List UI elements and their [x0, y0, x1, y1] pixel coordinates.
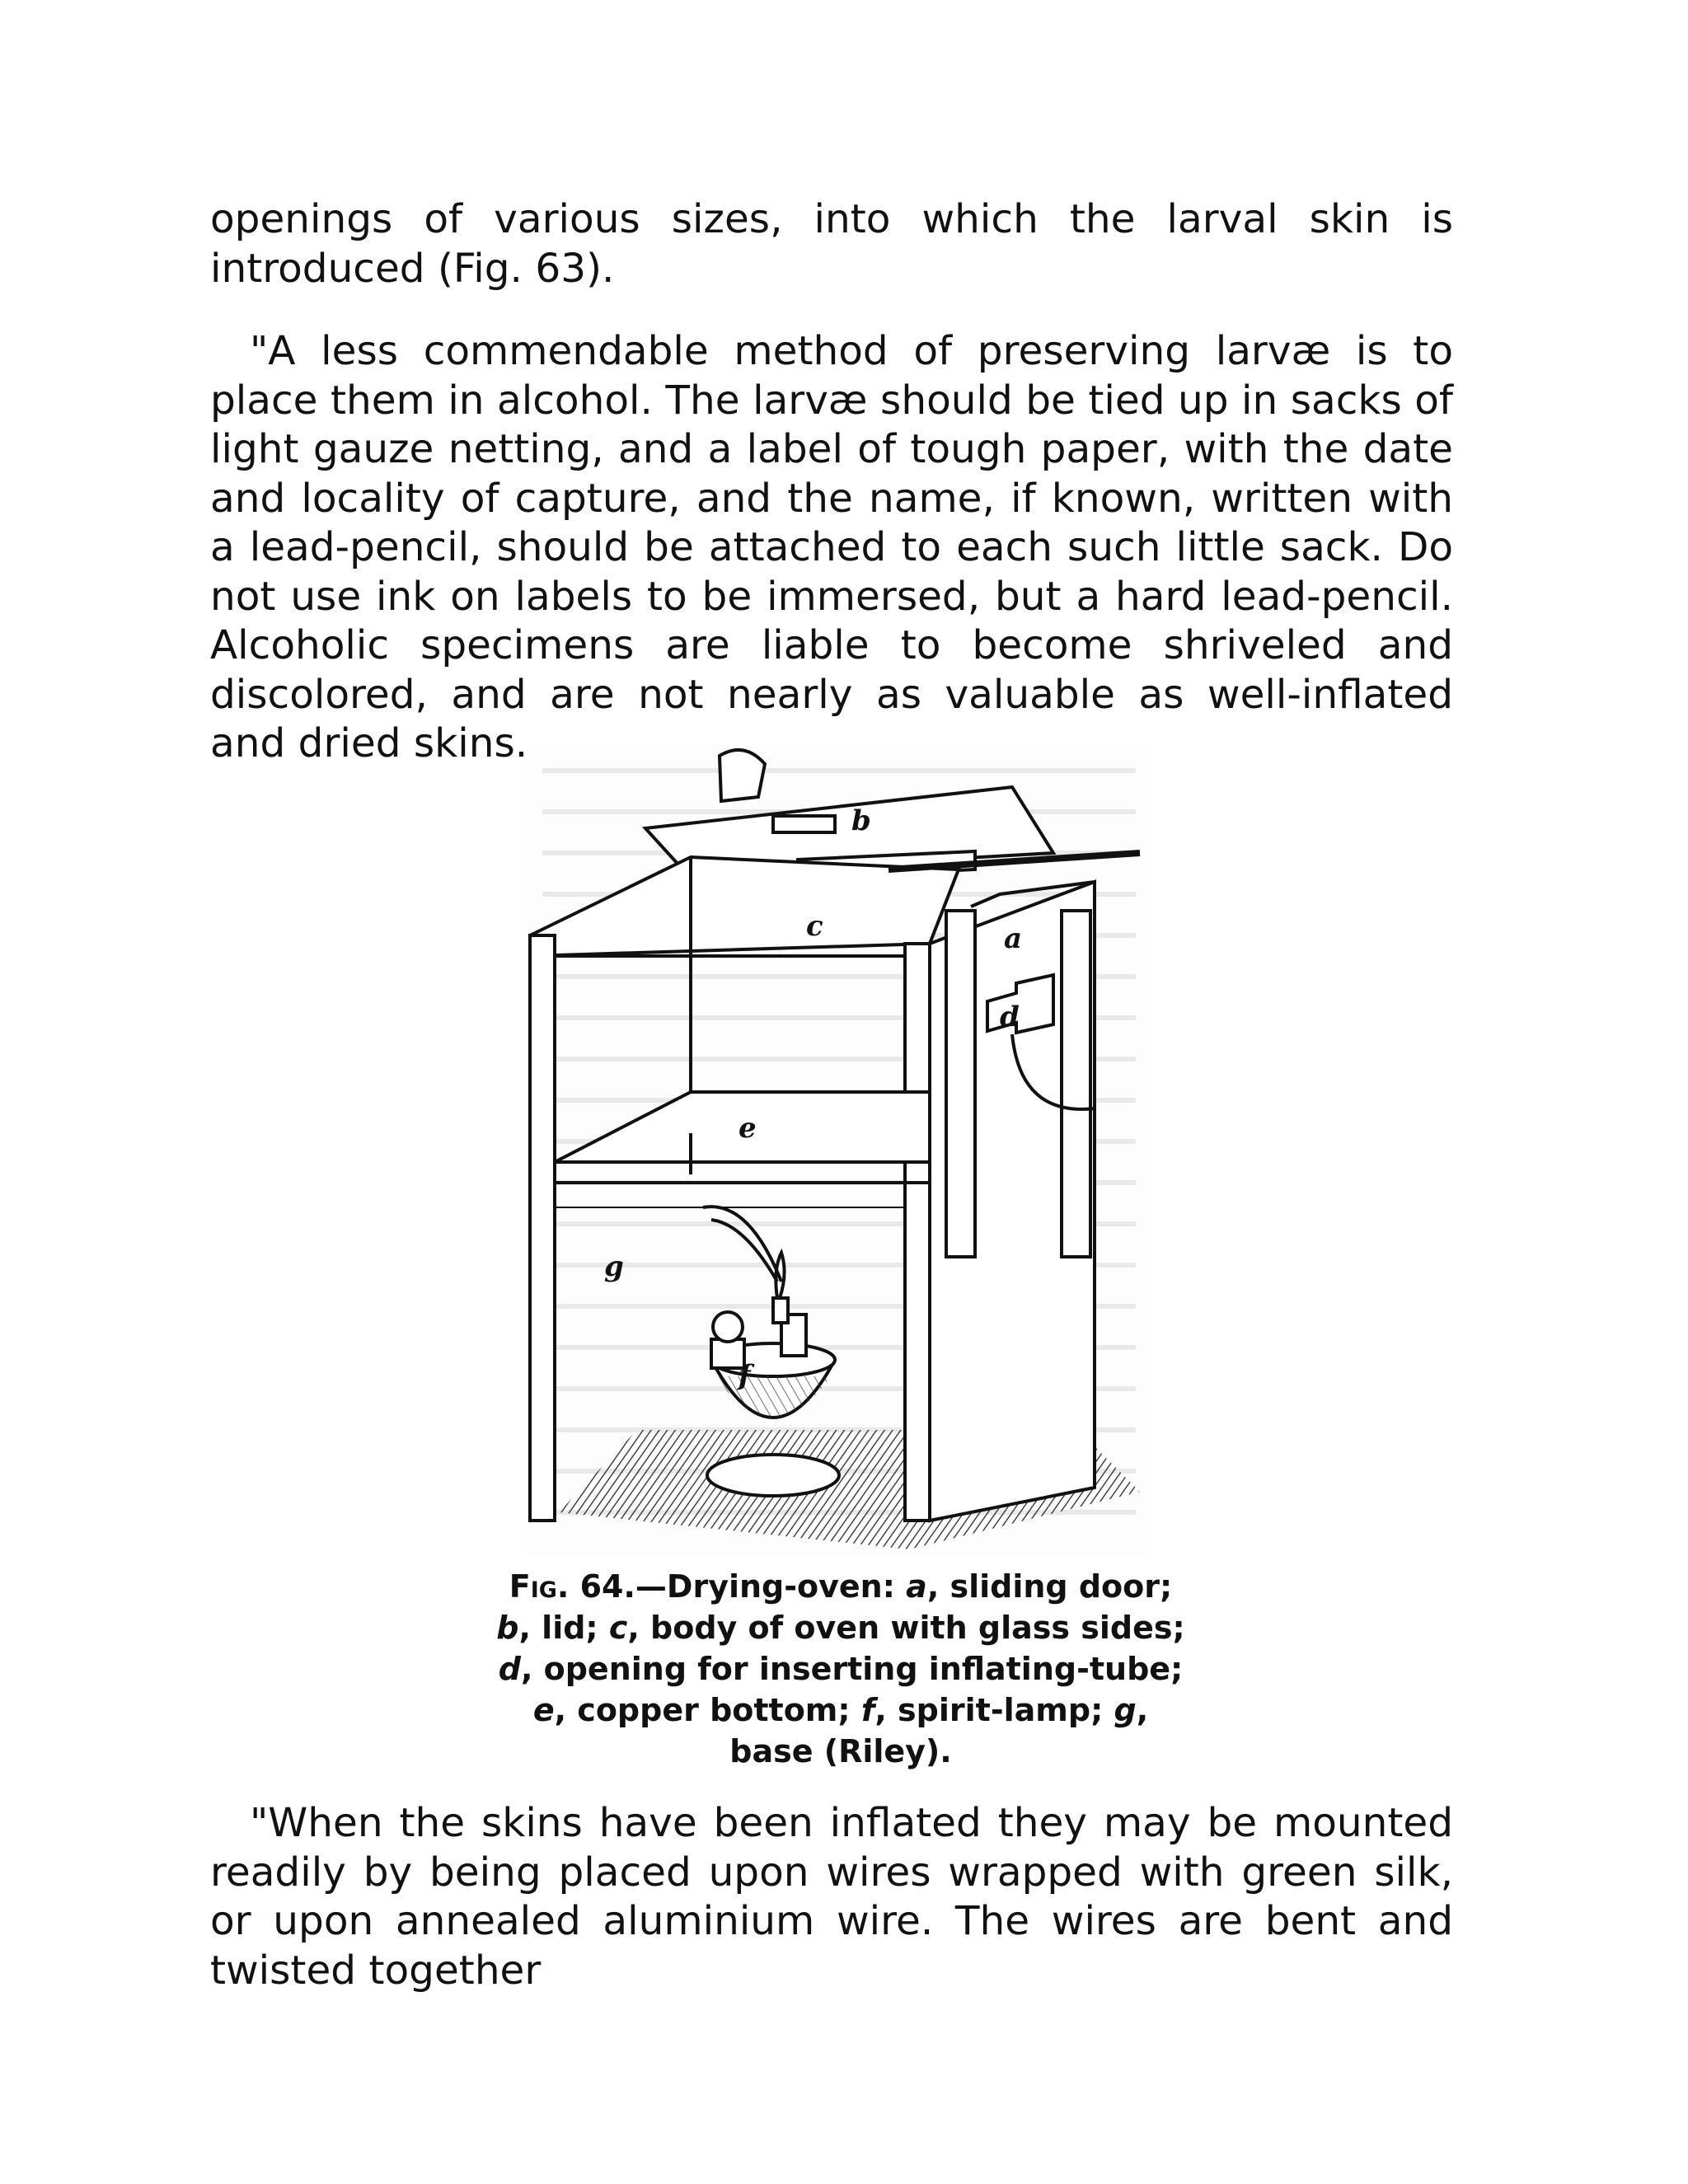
paragraph-continued: openings of various sizes, into which the larval skin is introduced (Fig. 63). [210, 196, 1453, 292]
figure-drying-oven [526, 746, 1152, 1558]
caption-text-f: , spirit-lamp; [874, 1692, 1114, 1728]
paragraph-alcohol-preservation [210, 327, 1453, 769]
drying-oven-illustration [526, 746, 1152, 1558]
caption-fig-prefix: Fig. [509, 1568, 570, 1605]
caption-text-c: , body of oven with glass sides; [627, 1610, 1185, 1646]
caption-text-b: , lid; [518, 1610, 609, 1646]
caption-letter-a: a [906, 1568, 927, 1605]
label-d: d [1000, 1001, 1020, 1033]
label-a: a [1004, 922, 1023, 955]
figure-caption [495, 1566, 1187, 1772]
label-g: g [604, 1250, 624, 1283]
paragraph-mounting [210, 1799, 1453, 1995]
caption-letter-d: d [498, 1651, 521, 1687]
label-b: b [851, 804, 871, 837]
caption-letter-b: b [496, 1610, 519, 1646]
caption-text-e: , copper bottom; [554, 1692, 861, 1728]
label-f: f [738, 1359, 751, 1392]
caption-letter-f: f [860, 1692, 875, 1728]
caption-text-g: , base (Riley). [729, 1692, 1149, 1769]
label-c: c [806, 910, 823, 943]
caption-text-a: , sliding door; [926, 1568, 1173, 1605]
caption-text-d: , opening for inserting inflating-tube; [520, 1651, 1184, 1687]
caption-letter-e: e [532, 1692, 555, 1728]
caption-letter-c: c [608, 1610, 628, 1646]
paragraph-alcohol-text: "A less commendable method of preserving larvæ is to place them in alcohol. The larvæ should be tied up in sacks of light gauze netting, and a label of tough paper, with the date and locality of capture, and the name, if known, written with a lead-pencil, should be attached to each such little sack. Do not use ink on labels to be immersed, but a hard lead-pencil. Alcoholic specimens are liable to become shriveled and discolored, and are not nearly as valuable as well-inflated and dried skins. [210, 328, 1453, 766]
paragraph-mounting-text: "When the skins have been inflated they may be mounted readily by being placed upon wires wrapped with green silk, or upon annealed aluminium wire. The wires are bent and twisted together [210, 1800, 1453, 1994]
label-e: e [738, 1112, 757, 1145]
caption-letter-g: g [1114, 1692, 1137, 1728]
caption-fig-number: 64.—Drying-oven: [569, 1568, 907, 1605]
